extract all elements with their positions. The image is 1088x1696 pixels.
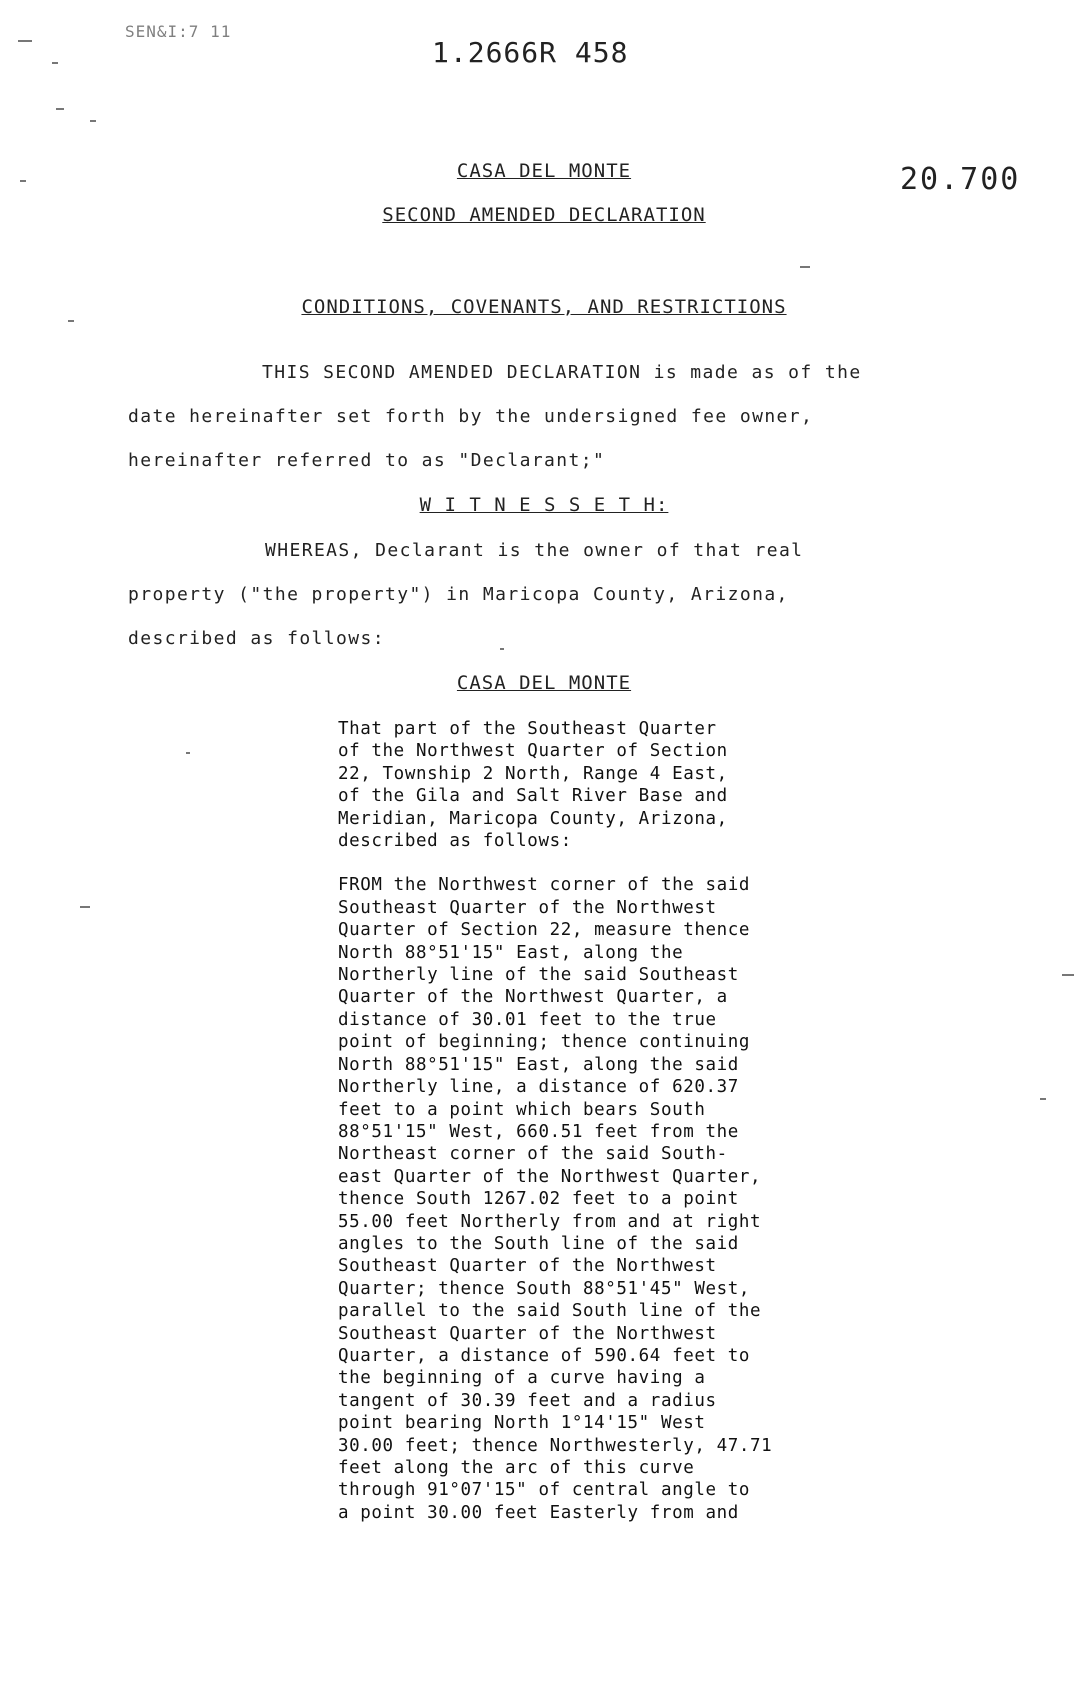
scan-speck (80, 906, 90, 908)
scan-speck (52, 62, 58, 64)
legal-description-metes-bounds: FROM the Northwest corner of the said Southeast Quarter of the Northwest Quarter of Section 22, measure thence North 88°51'15" East, along the Northerly line of the said Southeast Quarter of the Northwest Quarter, a distance of 30.01 feet to the true point of beginning; thence continuing North 88°51'15" East, along the said Northerly line, a distance of 620.37 feet to a point which bears South 88°51'15" West, 660.51 feet from the Northeast corner of the said South- east Quarter of the Northwest Quarter, thence South 1267.02 feet to a point 55.00 feet Northerly from and at right angles to the South line of the said Southeast Quarter of the Northwest Quarter; thence South 88°51'45" West, parallel to the said South line of the Southeast Quarter of the Northwest Quarter, a distance of 590.64 feet to the beginning of a curve having a tangent of 30.39 feet and a radius point bearing North 1°14'15" West 30.00 feet; thence Northwesterly, 47.71 feet along the arc of this curve through 91°07'15" of central angle to a point 30.00 feet Easterly from and (338, 875, 773, 1523)
scan-speck (800, 266, 810, 268)
book-page-number: 1.2666R 458 (432, 36, 629, 69)
scan-speck (18, 40, 32, 42)
property-name-heading: CASA DEL MONTE (456, 672, 632, 694)
scan-speck (20, 180, 26, 182)
document-subtitle: SECOND AMENDED DECLARATION (382, 204, 706, 226)
intro-line-2: date hereinafter set forth by the undersigned fee owner, (128, 406, 814, 427)
scan-speck (90, 120, 96, 122)
whereas-line-3: described as follows: (128, 628, 385, 649)
scan-speck (1062, 974, 1074, 976)
intro-line-3: hereinafter referred to as "Declarant;" (128, 450, 606, 471)
document-subtitle-restrictions: CONDITIONS, COVENANTS, AND RESTRICTIONS (301, 296, 787, 318)
scan-speck (68, 320, 74, 322)
scan-speck (500, 648, 504, 650)
recording-stamp: SEN&I:7 11 (125, 22, 232, 41)
scan-speck (186, 752, 190, 754)
whereas-line-2: property ("the property") in Maricopa County, Arizona, (128, 584, 789, 605)
legal-description-intro: That part of the Southeast Quarter of the Northwest Quarter of Section 22, Township 2 North, Range 4 East, of the Gila and Salt River Base and Meridian, Maricopa County, Arizona, described as follows: (338, 719, 728, 852)
document-title: CASA DEL MONTE (456, 160, 632, 182)
scan-speck (1040, 1098, 1046, 1100)
scan-speck (56, 108, 64, 110)
document-number: 20.700 (900, 162, 1021, 197)
whereas-line-1: WHEREAS, Declarant is the owner of that real (265, 540, 804, 561)
legal-description (338, 718, 868, 1524)
witnesseth-heading: W I T N E S S E T H: (419, 494, 669, 516)
intro-line-1: THIS SECOND AMENDED DECLARATION is made as of the (262, 362, 862, 383)
